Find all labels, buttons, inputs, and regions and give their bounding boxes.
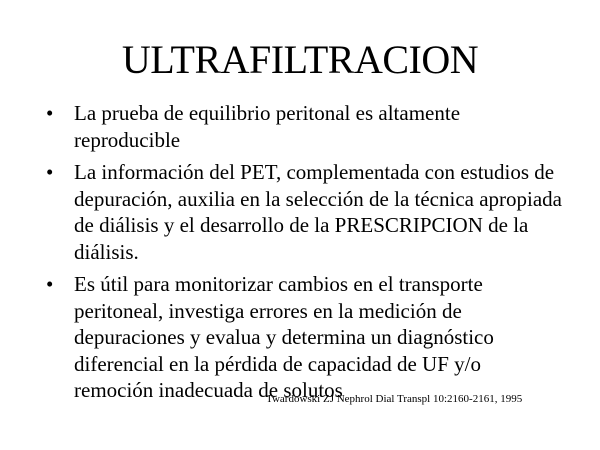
bullet-item [40, 271, 565, 404]
bullet-item [40, 100, 565, 153]
bullet-icon: • [46, 101, 54, 125]
bullet-text: La prueba de equilibrio peritonal es altamente reproducible [74, 101, 461, 152]
bullet-icon: • [46, 272, 54, 296]
citation: Twardowski ZJ Nephrol Dial Transpl 10:2160-2161, 1995 [266, 393, 523, 405]
bullet-item [40, 159, 565, 265]
bullet-text: Es útil para monitorizar cambios en el transporte peritoneal, investiga errores en la medición de depuraciones y evalua y determina un diagnóstico diferencial en la pérdida de capacidad de UF y/o remoción inadecuada de solutos [74, 272, 494, 402]
bullet-text: La información del PET, complementada con estudios de depuración, auxilia en la selección de la técnica apropiada de diálisis y el desarrollo de la PRESCRIPCION de la diálisis. [74, 160, 563, 264]
bullet-list [40, 100, 565, 410]
slide-title: ULTRAFILTRACION [121, 37, 479, 82]
bullet-icon: • [46, 160, 54, 184]
